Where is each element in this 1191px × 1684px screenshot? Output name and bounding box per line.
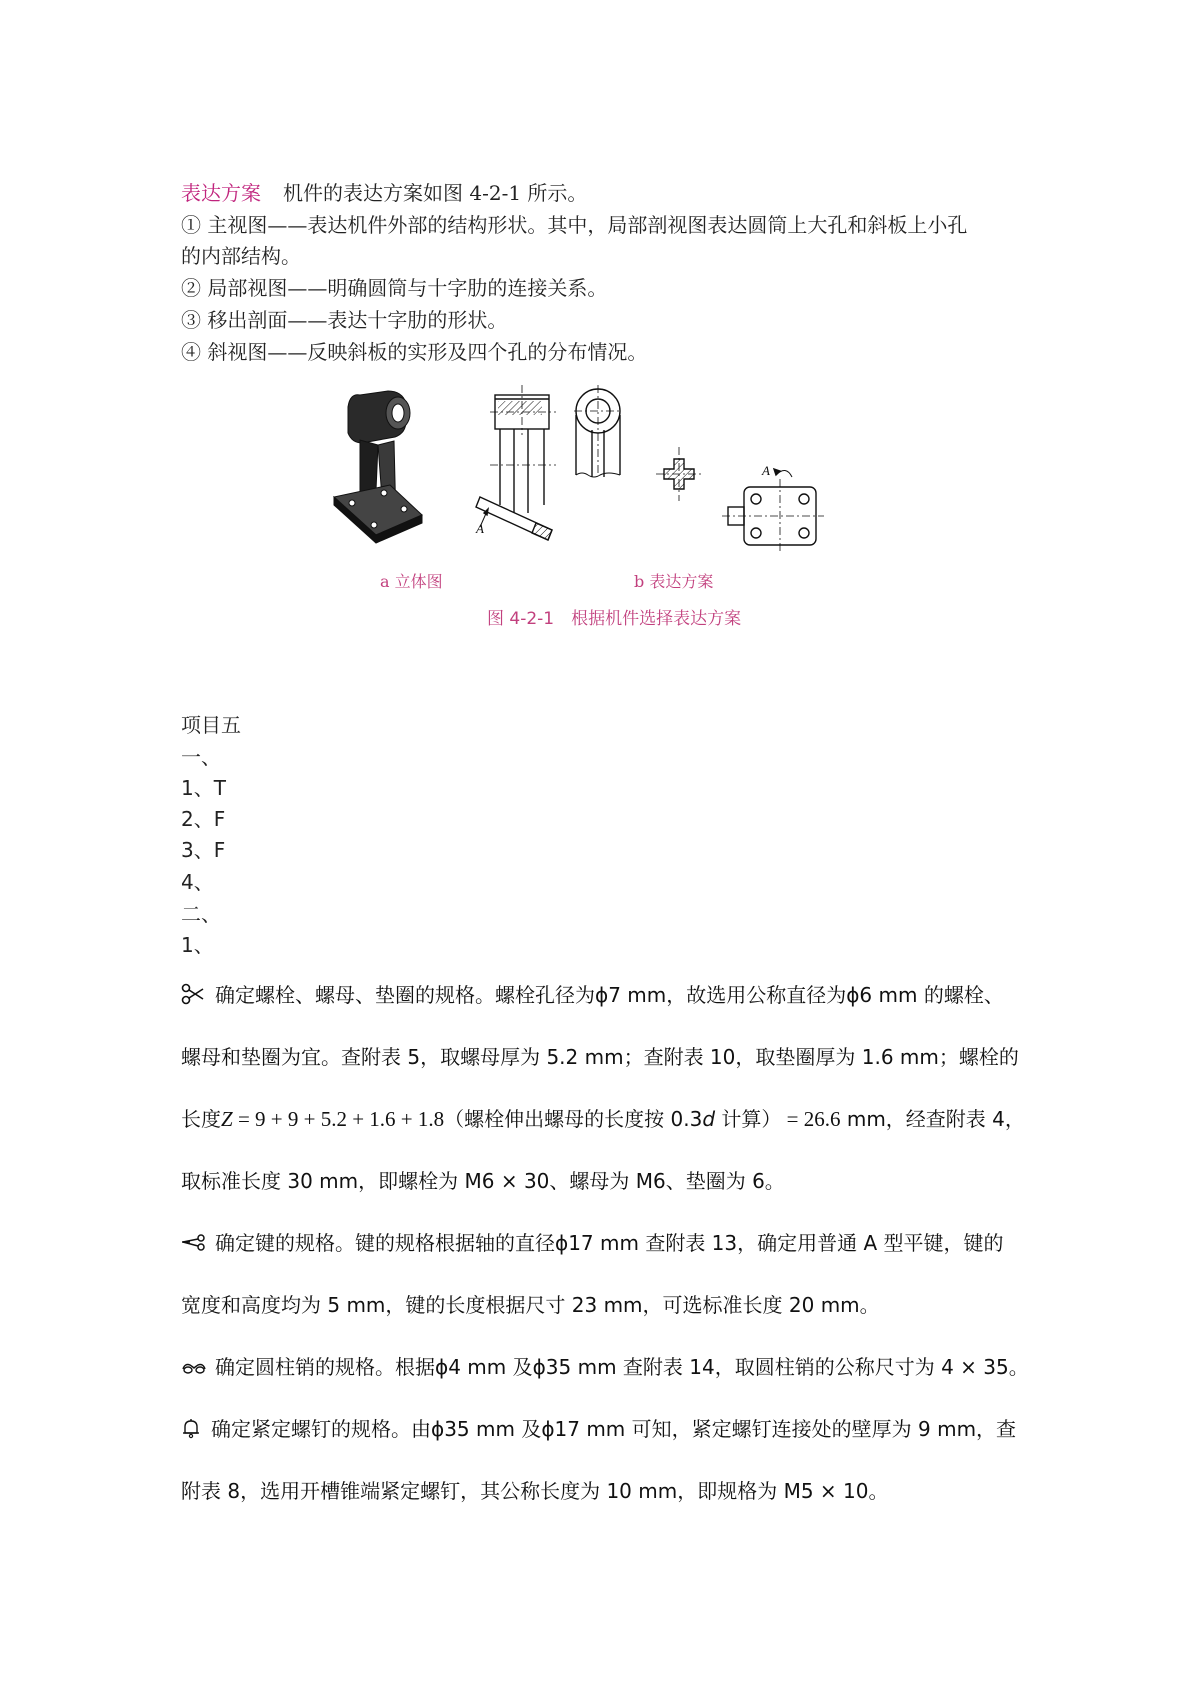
answer-1: 1、T bbox=[181, 776, 226, 800]
intro-item-1-cont: 的内部结构。 bbox=[181, 244, 301, 268]
answer-2: 2、F bbox=[181, 807, 226, 831]
view-label-a-left: A bbox=[476, 521, 484, 536]
scissors-icon bbox=[181, 983, 205, 1005]
section-two: 二、 bbox=[181, 902, 221, 926]
formula-result: = 26.6 bbox=[781, 1107, 841, 1131]
scissors-open-icon bbox=[181, 1231, 205, 1253]
step1-line4: 取标准长度 30 mm，即螺栓为 M6 × 30、螺母为 M6、垫圈为 6。 bbox=[181, 1169, 785, 1193]
caption-a: a 立体图 bbox=[380, 572, 443, 591]
step2-line2: 宽度和高度均为 5 mm，键的长度根据尺寸 23 mm，可选标准长度 20 mm。 bbox=[181, 1293, 880, 1317]
section-one: 一、 bbox=[181, 745, 221, 769]
front-view bbox=[476, 385, 556, 540]
step1-text3c: 计算） bbox=[715, 1107, 782, 1131]
technical-figure bbox=[330, 385, 870, 600]
step4-line2: 附表 8，选用开槽锥端紧定螺钉，其公称长度为 10 mm，即规格为 M5 × 10。 bbox=[181, 1479, 889, 1503]
intro-item-4: ④ 斜视图——反映斜板的实形及四个孔的分布情况。 bbox=[181, 340, 648, 364]
step1-line2: 螺母和垫圈为宜。查附表 5，取螺母厚为 5.2 mm；查附表 10，取垫圈厚为 1.6 mm；螺栓的 bbox=[181, 1045, 1019, 1069]
intro-lead-text: 机件的表达方案如图 4-2-1 所示。 bbox=[283, 181, 588, 205]
answer-2-1: 1、 bbox=[181, 933, 214, 957]
intro-item-1: ① 主视图——表达机件外部的结构形状。其中，局部剖视图表达圆筒上大孔和斜板上小孔 bbox=[181, 213, 968, 237]
intro-lead: 表达方案 bbox=[181, 181, 261, 205]
step3-line1 bbox=[181, 1354, 1029, 1380]
figure-drawing bbox=[330, 385, 870, 600]
step2-line1 bbox=[181, 1230, 1004, 1256]
step1-text1: 确定螺栓、螺母、垫圈的规格。螺栓孔径为ϕ7 mm，故选用公称直径为ϕ6 mm 的螺栓、 bbox=[215, 983, 1004, 1007]
step2-text1: 确定键的规格。键的规格根据轴的直径ϕ17 mm 查附表 13，确定用普通 A 型平键，键的 bbox=[215, 1231, 1004, 1255]
cross-section bbox=[656, 447, 702, 501]
step3-text1: 确定圆柱销的规格。根据ϕ4 mm 及ϕ35 mm 查附表 14，取圆柱销的公称尺寸为 4 × 35。 bbox=[215, 1355, 1029, 1379]
side-view bbox=[574, 385, 622, 477]
step1-text3a: 长度 bbox=[181, 1107, 221, 1131]
glasses-icon bbox=[181, 1355, 205, 1377]
bell-icon bbox=[181, 1417, 201, 1439]
isometric-view bbox=[334, 391, 422, 543]
formula-z: = 9 + 9 + 5.2 + 1.6 + 1.8 bbox=[232, 1107, 445, 1131]
figure-caption: 图 4-2-1 根据机件选择表达方案 bbox=[487, 609, 742, 629]
intro-line bbox=[181, 180, 587, 206]
project-title: 项目五 bbox=[181, 713, 241, 737]
intro-item-3: ③ 移出剖面——表达十字肋的形状。 bbox=[181, 308, 508, 332]
oblique-view bbox=[722, 469, 824, 553]
step4-text1: 确定紧定螺钉的规格。由ϕ35 mm 及ϕ17 mm 可知，紧定螺钉连接处的壁厚为 9 mm，查 bbox=[211, 1417, 1017, 1441]
step1-text3b: （螺栓伸出螺母的长度按 0.3 bbox=[444, 1107, 703, 1131]
var-z: Z bbox=[221, 1107, 233, 1131]
step1-text3e: mm，经查附表 4， bbox=[840, 1107, 1025, 1131]
caption-b: b 表达方案 bbox=[634, 572, 714, 591]
step1-line3 bbox=[181, 1106, 1025, 1132]
answer-4: 4、 bbox=[181, 870, 214, 894]
answer-3: 3、F bbox=[181, 838, 226, 862]
step1-line1 bbox=[181, 982, 1004, 1008]
var-d: d bbox=[702, 1107, 716, 1131]
intro-item-2: ② 局部视图——明确圆筒与十字肋的连接关系。 bbox=[181, 276, 608, 300]
view-label-a-right: A bbox=[762, 463, 770, 478]
step4-line1 bbox=[181, 1416, 1016, 1442]
